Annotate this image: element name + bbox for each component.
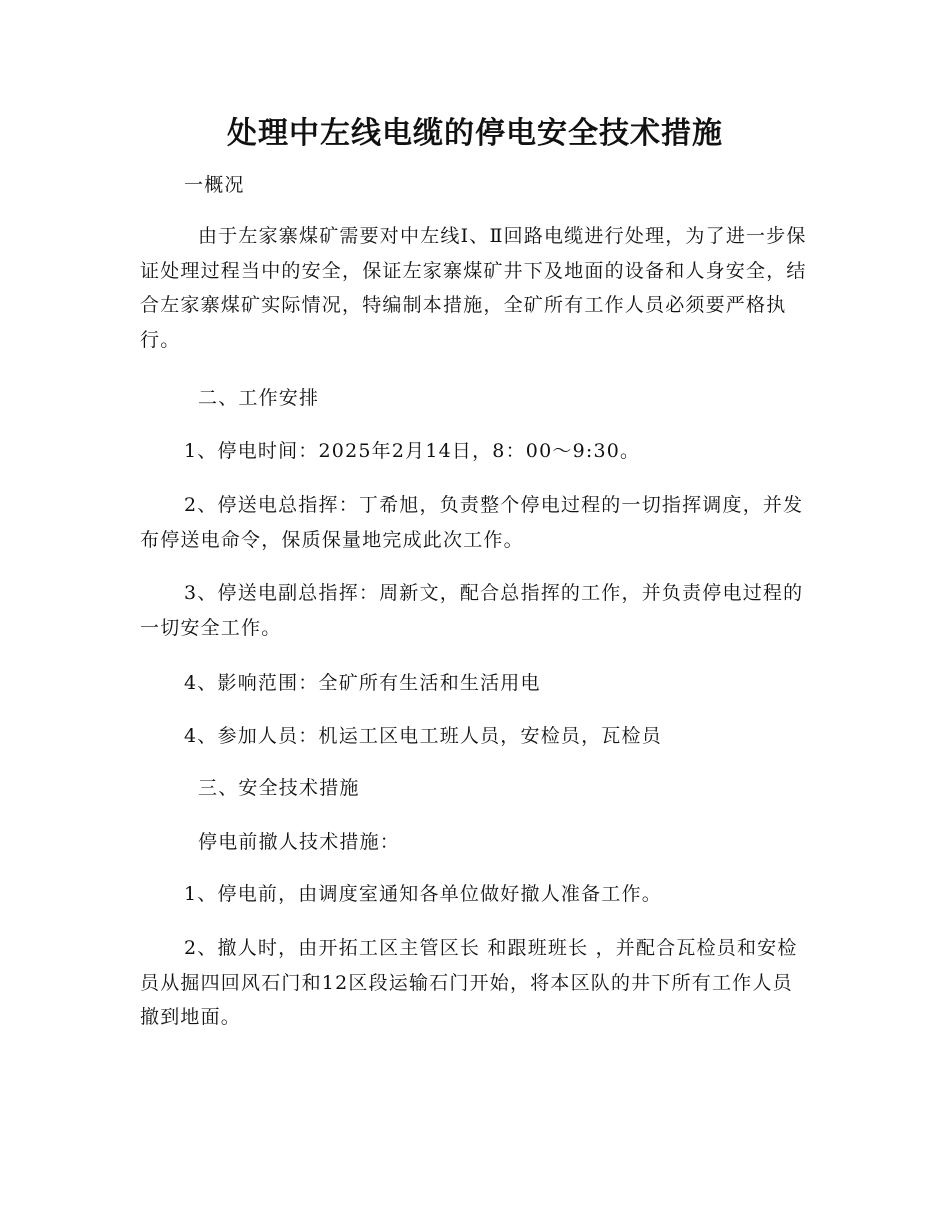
paragraph-impact-scope: 4、影响范围：全矿所有生活和生活用电 xyxy=(184,672,541,694)
paragraph-chief-commander: 2、停送电总指挥：丁希旭，负责整个停电过程的一切指挥调度，并发布停送电命令，保质保量地完成此次工作。 xyxy=(140,494,804,551)
section-heading-work-arrangement: 二、工作安排 xyxy=(198,387,320,409)
paragraph-deputy-commander: 3、停送电副总指挥：周新文，配合总指挥的工作，并负责停电过程的一切安全工作。 xyxy=(140,582,804,639)
section-heading-overview: 一概况 xyxy=(184,174,245,196)
paragraph-overview: 由于左家寨煤矿需要对中左线Ⅰ、Ⅱ回路电缆进行处理，为了进一步保证处理过程当中的安全，保证左家寨煤矿井下及地面的设备和人身安全，结合左家寨煤矿实际情况，特编制本措施，全矿所有工作人员必须要严格执行。 xyxy=(140,225,807,351)
subheading-evacuation-measures: 停电前撤人技术措施： xyxy=(198,831,401,853)
paragraph-evacuation-step-2: 2、撤人时，由开拓工区主管区长 和跟班班长 ，并配合瓦检员和安检员从掘四回风石门和12区段运输石门开始，将本区队的井下所有工作人员撤到地面。 xyxy=(140,937,798,1028)
paragraph-participants: 4、参加人员：机运工区电工班人员，安检员，瓦检员 xyxy=(184,725,662,747)
document-title: 处理中左线电缆的停电安全技术措施 xyxy=(227,116,723,151)
paragraph-outage-time: 1、停电时间：2025年2月14日，8：00～9:30。 xyxy=(184,440,641,462)
paragraph-evacuation-step-1: 1、停电前，由调度室通知各单位做好撤人准备工作。 xyxy=(184,883,662,905)
section-heading-safety-measures: 三、安全技术措施 xyxy=(198,777,360,799)
